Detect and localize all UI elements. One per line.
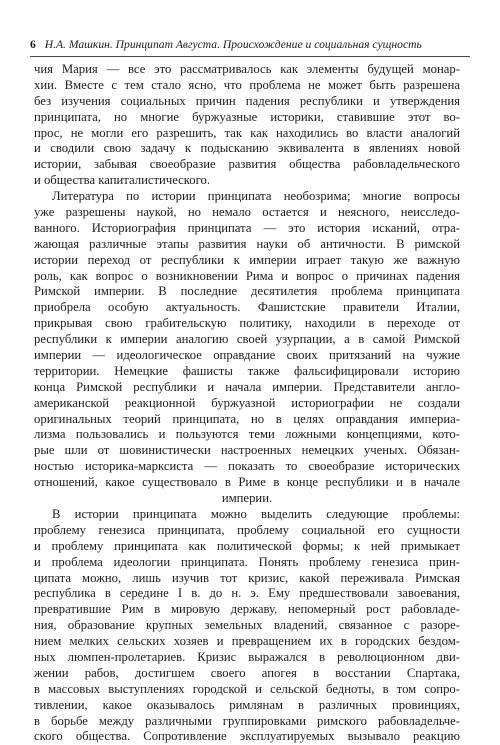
text-line: ванного. Историография принципата — это история исканий, отра- [34, 220, 460, 235]
text-line: конца Римской республики и начала империи. Представители англо- [34, 379, 460, 394]
text-line: ципата можно, лишь изучив тот кризис, какой переживала Римская [34, 570, 460, 585]
text-line: жающая различные этапы развития науки об античности. В римской [34, 236, 460, 251]
text-line: республика в середине I в. до н. э. Ему предшествовали завоевания, [34, 586, 460, 601]
text-line: империи. [221, 491, 273, 506]
text-line: уже разрешены наукой, но немало остается и неясного, неисследо- [34, 205, 460, 220]
text-line: нием мелких сельских хозяев и превращением их в городских бездом- [34, 634, 460, 649]
text-line: рые шли от шовинистически настроенных немецких ученых. Обязан- [34, 443, 460, 458]
text-line: республики к империи аналогию своей узурпации, а в самой Римской [34, 332, 460, 347]
text-line: территории. Немецкие фашисты также фальсифицировали историю [34, 363, 460, 378]
text-line: роль, как вопрос о возникновении Рима и вопрос о причинах падения [34, 268, 460, 283]
text-line: прос, не могли его разрешить, так как находились во власти аналогий [34, 125, 460, 140]
text-line: лизма пользовались и пользуются теми ложными концепциями, кото- [34, 427, 460, 442]
text-line: и сводили свою задачу к подысканию эквивалента в явлениях новой [34, 141, 460, 156]
page-number: 6 [30, 38, 36, 51]
text-line: оригинальных теорий принципата, но в целях оправдания империа- [34, 411, 460, 426]
text-line: без изучения социальных причин падения республики и утверждения [34, 93, 460, 108]
text-line: и проблема идеологии принципата. Понять проблему генезиса прин- [34, 554, 460, 569]
text-line: тивлении, какое оказывалось римлянам в различных провинциях, [34, 697, 460, 712]
text-line: жении рабов, достигшем своего апогея в восстании Спартака, [34, 665, 460, 680]
text-line: и проблему принципата как политической формы; к ней примыкает [34, 538, 460, 553]
running-header [30, 37, 470, 53]
text-line: ных люмпен-пролетариев. Кризис выражался в революционном дви- [34, 649, 460, 664]
text-line: ского общества. Сопротивление эксплуатируемых вызывало реакцию [34, 729, 460, 744]
header-rule [30, 56, 470, 57]
text-line: истории переход от республики к империи играет такую же важную [34, 252, 460, 267]
text-line: чия Мария — все это рассматривалось как элементы будущей монар- [34, 62, 460, 76]
text-line: принципата, но многие буржуазные историки, ставившие этот во- [34, 109, 460, 124]
text-line: хии. Вместе с тем стало ясно, что проблема не может быть разрешена [34, 77, 460, 92]
text-line: ния, образование крупных земельных владений, связанное с разоре- [34, 618, 460, 633]
text-line: отношений, какое существовало в Риме в конце республики и в начале [34, 475, 460, 490]
text-line: американской реакционной буржуазной историографии не создали [34, 395, 460, 410]
text-line: империи — идеологическое оправдание своих притязаний на чужие [34, 348, 460, 363]
text-line: проблему генезиса принципата, проблему социальной его сущности [34, 522, 460, 537]
text-line: истории, забывая своеобразие развития общества рабовладельческого [34, 157, 460, 172]
text-line: в массовых выступлениях городской и сельской бедноты, в том сопро- [34, 681, 460, 696]
text-line: превратившие Рим в мировую державу, непомерный рост рабовладе- [34, 602, 460, 617]
running-title: Н.А. Машкин. Принципат Августа. Происхождение и социальная сущность [44, 38, 422, 51]
text-line: и общества капиталистического. [34, 173, 211, 188]
text-line: в борьбе между различными группировками римского рабовладельче- [34, 713, 460, 728]
text-line: В истории принципата можно выделить следующие проблемы: [52, 506, 460, 521]
text-line: прикрывая свою грабительскую политику, находили в переходе от [34, 316, 460, 331]
text-line: Литература по истории принципата необозрима; многие вопросы [52, 189, 460, 204]
text-line: ностью историка-марксиста — показать то своеобразие исторических [34, 459, 460, 474]
page-body-text [34, 62, 460, 745]
text-line: приобрела особую актуальность. Фашистские правители Италии, [34, 300, 460, 315]
text-line: Римской империи. В последние десятилетия проблема принципата [34, 284, 460, 299]
